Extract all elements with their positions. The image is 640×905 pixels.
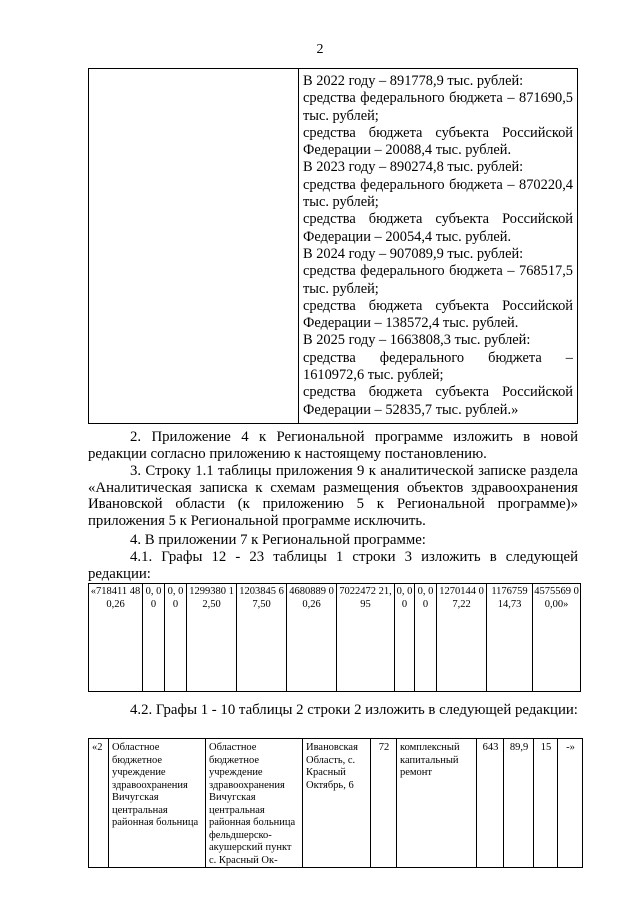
paragraph-4-2: [88, 702, 578, 719]
table-graphs-12-23: [88, 583, 581, 692]
table-cell: «2: [89, 739, 109, 868]
table-cell: 0, 00: [415, 584, 437, 692]
funding-line: средства федерального бюджета – 871690,5 тыс. рублей;: [303, 90, 573, 124]
funding-line: средства федерального бюджета – 768517,5 тыс. рублей;: [303, 263, 573, 297]
table-cell: «718411 480,26: [89, 584, 143, 692]
funding-line: средства бюджета субъекта Российской Федерации – 20054,4 тыс. рублей.: [303, 211, 573, 245]
funding-line: В 2025 году – 1663808,3 тыс. рублей:: [303, 332, 531, 349]
table-cell: 0, 00: [395, 584, 415, 692]
funding-line: В 2024 году – 907089,9 тыс. рублей:: [303, 245, 524, 262]
table-cell: Ивановская Область, с. Красный Октябрь, 6: [303, 739, 371, 868]
funding-line: В 2023 году – 890274,8 тыс. рублей:: [303, 159, 524, 176]
paragraph-appendix-4: [88, 429, 578, 462]
funding-line: средства федерального бюджета – 1610972,6 тыс. рублей;: [303, 349, 573, 384]
paragraph-text: 4.2. Графы 1 - 10 таблицы 2 строки 2 изложить в следующей редакции:: [130, 702, 578, 718]
table-cell: 15: [534, 739, 558, 868]
table-cell: 72: [371, 739, 397, 868]
paragraph-text: 2. Приложение 4 к Региональной программе изложить в новой редакции согласно приложению к настоящему постановлению.: [88, 429, 578, 462]
funding-line: В 2022 году – 891778,9 тыс. рублей:: [303, 73, 524, 89]
page-number: 2: [316, 42, 324, 57]
funding-line: средства федерального бюджета – 870220,4 тыс. рублей;: [303, 176, 573, 211]
funding-line: средства бюджета субъекта Российской Федерации – 52835,7 тыс. рублей.»: [303, 384, 573, 418]
paragraph-text: 4. В приложении 7 к Региональной программе:: [130, 532, 426, 548]
table-graphs-1-10: [88, 738, 583, 868]
paragraph-text: 4.1. Графы 12 - 23 таблицы 1 строки 3 изложить в следующей редакции:: [88, 549, 578, 582]
table-cell: 4680889 00,26: [287, 584, 337, 692]
table-cell: 89,9: [504, 739, 534, 868]
table-cell: 1270144 07,22: [437, 584, 487, 692]
paragraph-4-1: [88, 549, 578, 582]
funding-line: средства бюджета субъекта Российской Федерации – 138572,4 тыс. рублей.: [303, 297, 573, 332]
table-cell: -»: [558, 739, 583, 868]
table-cell: Областное бюджетное учреждение здравоохранения Вичугская центральная районная больница: [109, 739, 206, 868]
table-cell: комплексный капитальный ремонт: [397, 739, 477, 868]
table-cell: 1203845 67,50: [237, 584, 287, 692]
paragraph-row-1-1: [88, 463, 578, 529]
table-cell: 7022472 21,95: [337, 584, 395, 692]
paragraph-appendix-7: [88, 532, 578, 549]
funding-table-empty-cell: [89, 69, 299, 424]
funding-table: [88, 68, 578, 424]
table-cell: 0, 00: [165, 584, 187, 692]
funding-table-text-cell: [299, 69, 578, 424]
funding-line: средства бюджета субъекта Российской Федерации – 20088,4 тыс. рублей.: [303, 124, 573, 159]
table-cell: Областное бюджетное учреждение здравоохранения Вичугская центральная районная больница фельдшерско-акушерский пункт с. Красный Ок-: [206, 739, 303, 868]
table-cell: 4575569 00,00»: [533, 584, 581, 692]
table-cell: 643: [477, 739, 504, 868]
table-cell: 1176759 14,73: [487, 584, 533, 692]
paragraph-text: 3. Строку 1.1 таблицы приложения 9 к аналитической записке раздела «Аналитическая записка к схемам размещения объектов здравоохранения Ивановской области (к приложению 5 к Региональной программе)» приложения 5 к Региональной программе исключить.: [88, 463, 578, 529]
table-cell: 0, 00: [143, 584, 165, 692]
table-cell: 1299380 12,50: [187, 584, 237, 692]
